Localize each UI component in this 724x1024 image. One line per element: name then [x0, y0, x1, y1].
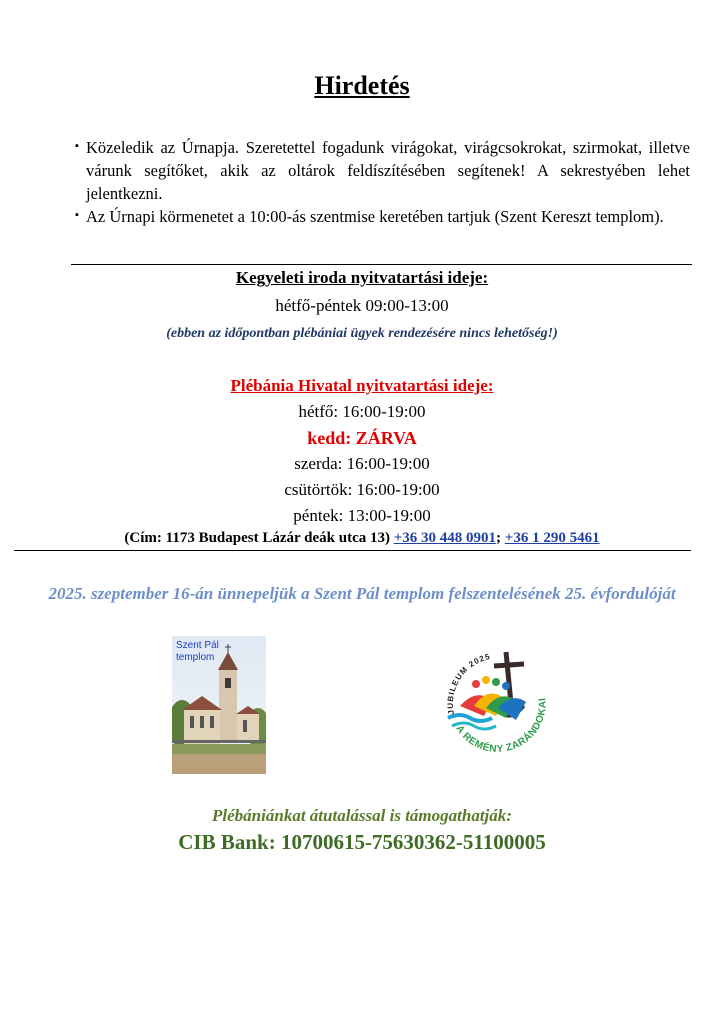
phone-link-mobile[interactable]: +36 30 448 0901 [393, 530, 497, 546]
list-item [76, 136, 690, 205]
divider [14, 550, 691, 551]
bullet-list [76, 136, 690, 228]
church-photo [172, 636, 266, 774]
hours-friday: péntek: 13:00-19:00 [293, 506, 431, 525]
bullet-text: Az Úrnapi körmenetet a 10:00-ás szentmise keretében tartjuk (Szent Kereszt templom). [86, 207, 664, 226]
list-item [76, 205, 690, 228]
bank-account: CIB Bank: 10700615-75630362-51100005 [178, 830, 546, 854]
office-note: (ebben az időpontban plébániai ügyek rendezésére nincs lehetőség!) [166, 326, 558, 341]
bullet-icon: ▪ [75, 140, 79, 152]
divider [71, 264, 692, 265]
office-hours: hétfő-péntek 09:00-13:00 [275, 296, 449, 315]
bullet-text: Közeledik az Úrnapja. Szeretettel fogadunk virágokat, virágcsokrokat, szirmokat, illetve várunk segítőket, akik az oltárok feldíszítésében segítenek! A sekrestyében lehet jelentkezni. [86, 138, 690, 203]
office-hours-title: Kegyeleti iroda nyitvatartási ideje: [235, 268, 489, 287]
photo-caption-line1: Szent Pál [176, 640, 219, 651]
hours-wednesday: szerda: 16:00-19:00 [294, 454, 430, 473]
hours-tuesday: kedd: ZÁRVA [307, 428, 417, 448]
photo-caption-line2: templom [176, 652, 215, 663]
phone-separator: ; [496, 530, 502, 546]
bullet-icon: ▪ [75, 209, 79, 221]
logo-top-text: JUBILEUM 2025 [445, 651, 492, 716]
page-title: Hirdetés [314, 71, 410, 100]
support-text: Plébániánkat átutalással is támogathatják: [212, 806, 512, 825]
anniversary-text: 2025. szeptember 16-án ünnepeljük a Szent Pál templom felszentelésének 25. évfordulóját [48, 584, 676, 603]
address-text: (Cím: 1173 Budapest Lázár deák utca 13) [124, 530, 390, 546]
jubilee-logo [440, 644, 556, 768]
parish-hours-title: Plébánia Hivatal nyitvatartási ideje: [230, 376, 494, 395]
hours-monday: hétfő: 16:00-19:00 [298, 402, 426, 421]
hours-thursday: csütörtök: 16:00-19:00 [284, 480, 440, 499]
logo-bottom-text: A REMÉNY ZARÁNDOKAI [453, 696, 549, 755]
address-line [0, 530, 724, 547]
phone-link-landline[interactable]: +36 1 290 5461 [504, 530, 600, 546]
